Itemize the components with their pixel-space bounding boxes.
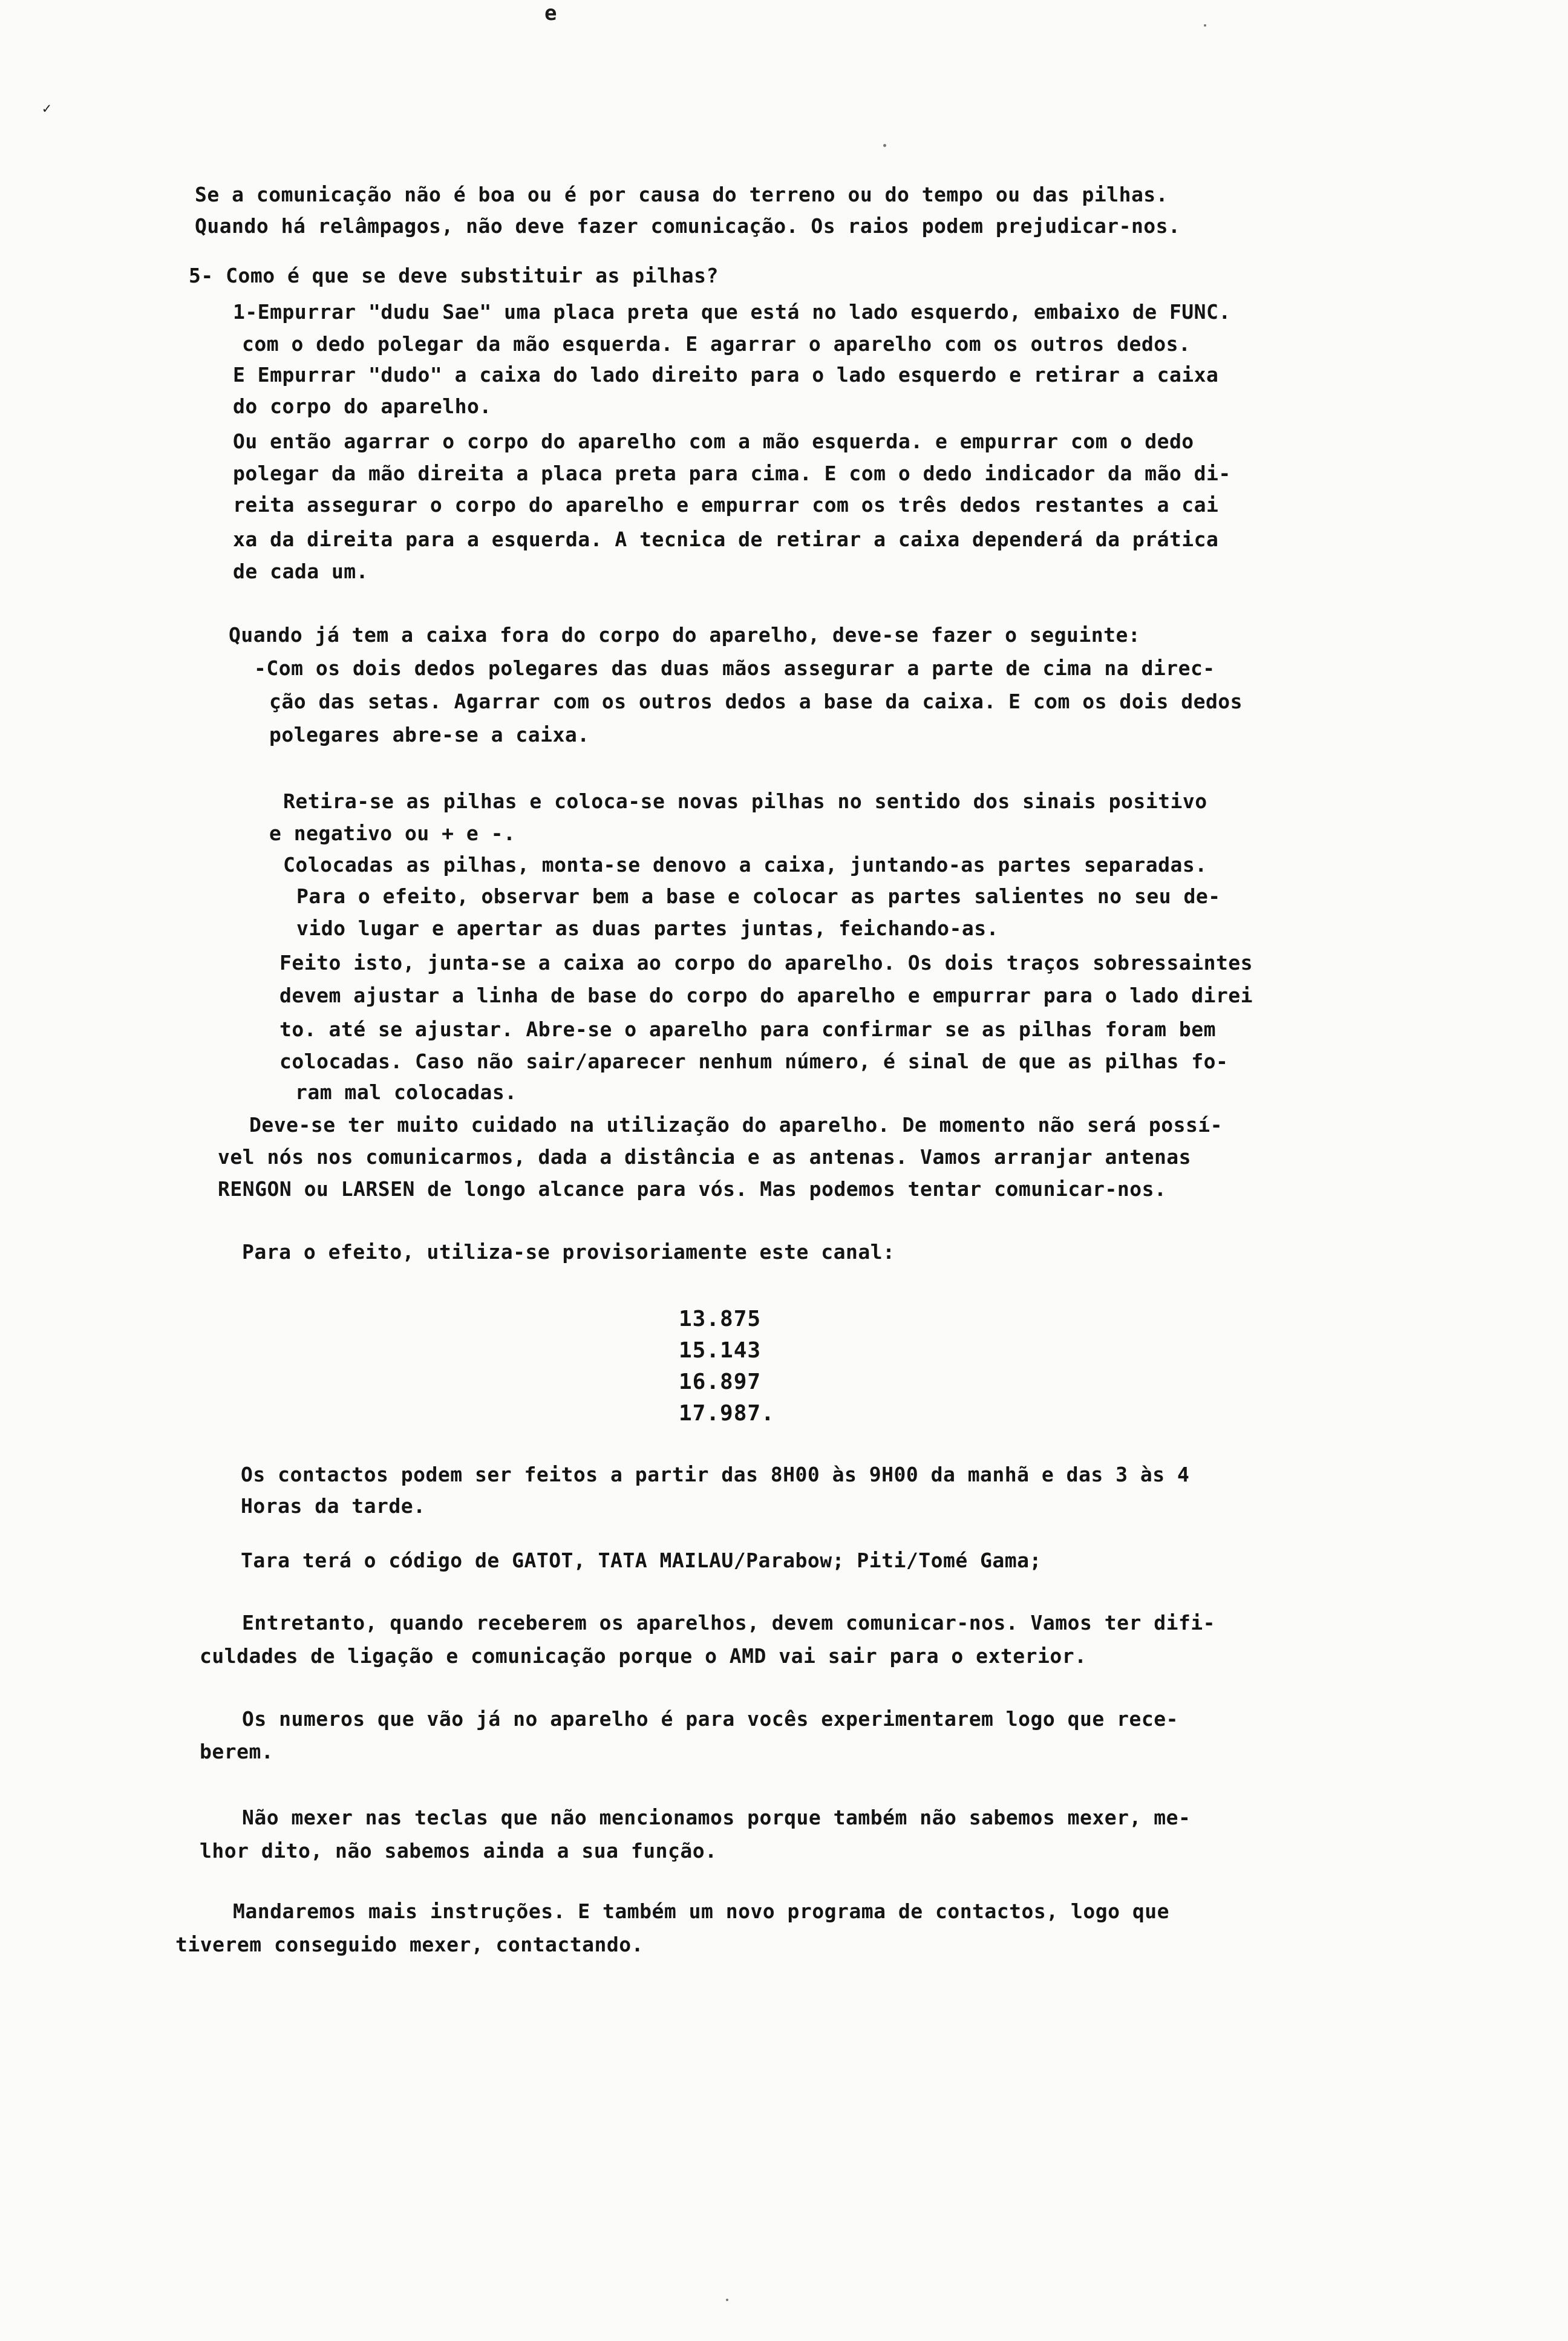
text-line: berem.: [200, 1740, 274, 1763]
channel-number: 17.987.: [679, 1401, 775, 1426]
text-line: vel nós nos comunicarmos, dada a distância e as antenas. Vamos arranjar antenas: [218, 1145, 1192, 1169]
text-line: ção das setas. Agarrar com os outros dedos a base da caixa. E com os dois dedos: [269, 690, 1243, 713]
text-line: do corpo do aparelho.: [233, 394, 492, 418]
text-line: Não mexer nas teclas que não mencionamos porque também não sabemos mexer, me-: [242, 1806, 1191, 1829]
channel-number: 13.875: [679, 1307, 762, 1331]
text-line: Quando já tem a caixa fora do corpo do aparelho, deve-se fazer o seguinte:: [229, 623, 1141, 647]
text-line: Os numeros que vão já no aparelho é para vocês experimentarem logo que rece-: [242, 1707, 1178, 1731]
speck: [726, 2299, 728, 2301]
text-line: polegar da mão direita a placa preta para cima. E com o dedo indicador da mão di-: [233, 462, 1231, 485]
text-line: Deve-se ter muito cuidado na utilização do aparelho. De momento não será possí-: [249, 1113, 1223, 1137]
text-line: -Com os dois dedos polegares das duas mãos assegurar a parte de cima na direc-: [254, 656, 1215, 680]
text-line: Para o efeito, observar bem a base e colocar as partes salientes no seu de-: [296, 884, 1221, 908]
text-line: culdades de ligação e comunicação porque o AMD vai sair para o exterior.: [200, 1644, 1087, 1668]
text-line: Se a comunicação não é boa ou é por causa do terreno ou do tempo ou das pilhas.: [195, 183, 1169, 206]
text-line: RENGON ou LARSEN de longo alcance para vós. Mas podemos tentar comunicar-nos.: [218, 1177, 1167, 1201]
text-line: Quando há relâmpagos, não deve fazer comunicação. Os raios podem prejudicar-nos.: [195, 214, 1181, 238]
stray-mark-left: ✓: [42, 100, 51, 117]
text-line: Retira-se as pilhas e coloca-se novas pilhas no sentido dos sinais positivo: [283, 789, 1207, 813]
stray-mark-top: e: [544, 1, 557, 25]
text-line: 1-Empurrar "dudu Sae" uma placa preta que está no lado esquerdo, embaixo de FUNC.: [233, 300, 1231, 324]
text-line: ram mal colocadas.: [295, 1080, 517, 1104]
text-line: Ou então agarrar o corpo do aparelho com a mão esquerda. e empurrar com o dedo: [233, 429, 1194, 453]
text-line: Entretanto, quando receberem os aparelhos, devem comunicar-nos. Vamos ter difi-: [242, 1611, 1216, 1634]
text-line: lhor dito, não sabemos ainda a sua função.: [200, 1839, 717, 1863]
text-line: Mandaremos mais instruções. E também um novo programa de contactos, logo que: [233, 1899, 1169, 1923]
text-line: devem ajustar a linha de base do corpo do aparelho e empurrar para o lado direi: [279, 984, 1253, 1007]
text-line: to. até se ajustar. Abre-se o aparelho para confirmar se as pilhas foram bem: [279, 1017, 1216, 1041]
text-line: tiverem conseguido mexer, contactando.: [175, 1933, 644, 1956]
text-line: Colocadas as pilhas, monta-se denovo a caixa, juntando-as partes separadas.: [283, 853, 1207, 877]
text-line: xa da direita para a esquerda. A tecnica de retirar a caixa dependerá da prática: [233, 527, 1219, 551]
text-line: vido lugar e apertar as duas partes juntas, feichando-as.: [296, 916, 999, 940]
text-line: reita assegurar o corpo do aparelho e empurrar com os três dedos restantes a cai: [233, 493, 1219, 517]
speck: [883, 144, 886, 147]
text-line: Tara terá o código de GATOT, TATA MAILAU/Parabow; Piti/Tomé Gama;: [241, 1549, 1042, 1572]
text-line: Feito isto, junta-se a caixa ao corpo do aparelho. Os dois traços sobressaintes: [279, 951, 1253, 975]
text-line: e negativo ou + e -.: [269, 821, 516, 845]
text-line: Para o efeito, utiliza-se provisoriamente este canal:: [242, 1240, 895, 1264]
section-heading: 5- Como é que se deve substituir as pilhas?: [189, 264, 719, 287]
text-line: com o dedo polegar da mão esquerda. E agarrar o aparelho com os outros dedos.: [242, 332, 1191, 356]
text-line: de cada um.: [233, 560, 369, 583]
channel-number: 16.897: [679, 1370, 762, 1394]
text-line: Os contactos podem ser feitos a partir das 8H00 às 9H00 da manhã e das 3 às 4: [241, 1463, 1190, 1486]
channel-number: 15.143: [679, 1338, 762, 1363]
text-line: Horas da tarde.: [241, 1494, 426, 1518]
text-line: E Empurrar "dudo" a caixa do lado direito para o lado esquerdo e retirar a caixa: [233, 363, 1219, 387]
text-line: polegares abre-se a caixa.: [269, 723, 590, 746]
speck: [1204, 24, 1206, 27]
text-line: colocadas. Caso não sair/aparecer nenhum número, é sinal de que as pilhas fo-: [279, 1050, 1229, 1073]
